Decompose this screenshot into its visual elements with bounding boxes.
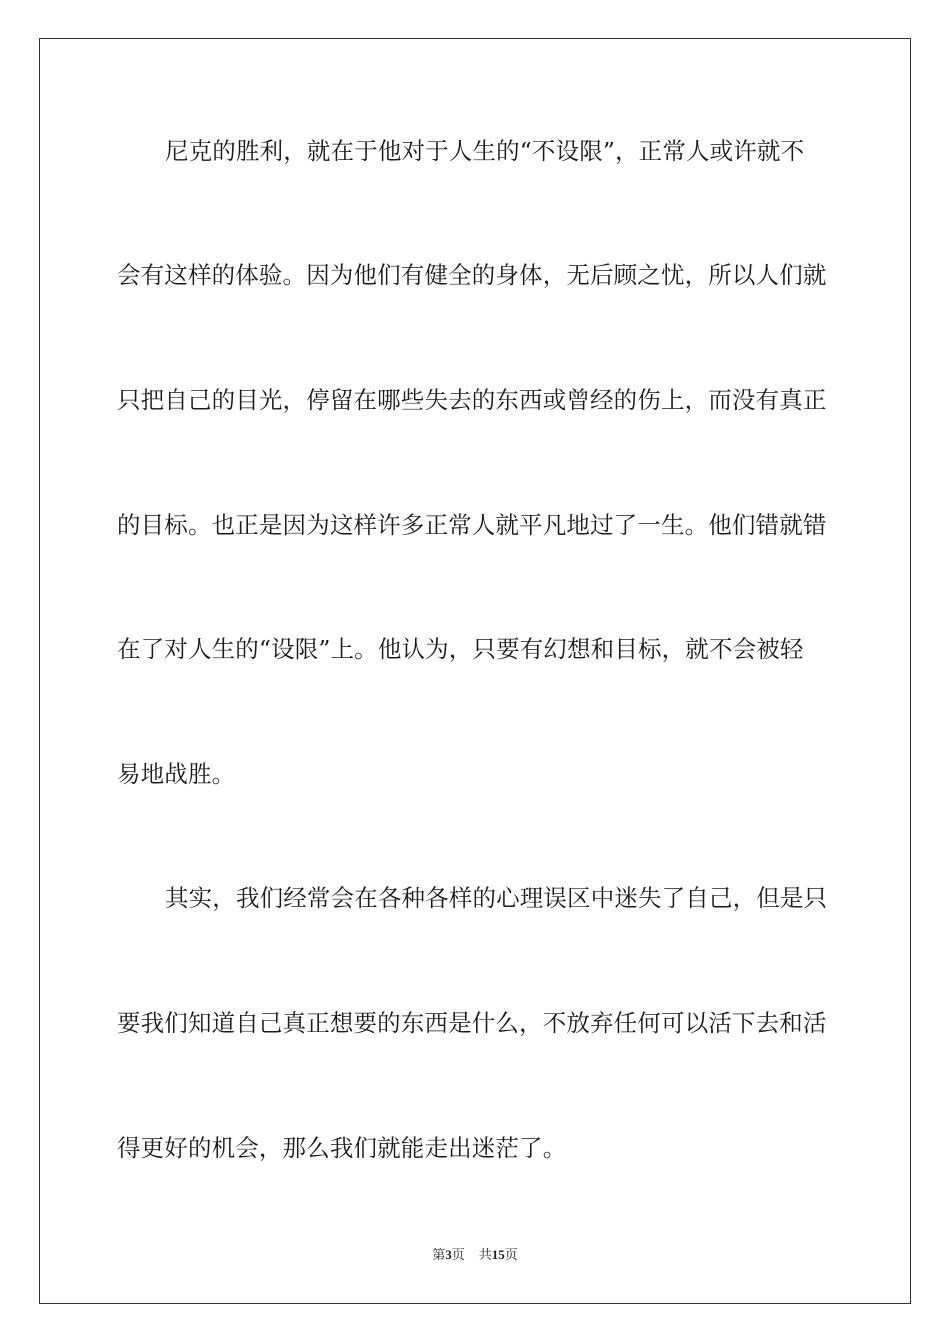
paragraph-1-line-2: 会有这样的体验。因为他们有健全的身体，无后顾之忧，所以人们就: [117, 261, 827, 289]
total-pages: 15: [491, 1247, 505, 1262]
page-suffix: 页: [451, 1247, 465, 1262]
paragraph-1-line-1: 尼克的胜利，就在于他对于人生的“不设限”，正常人或许就不: [165, 137, 805, 165]
paragraph-2-line-2: 要我们知道自己真正想要的东西是什么，不放弃任何可以活下去和活: [117, 1009, 827, 1037]
paragraph-2-line-3: 得更好的机会，那么我们就能走出迷茫了。: [117, 1134, 567, 1162]
paragraph-1-line-4: 的目标。也正是因为这样许多正常人就平凡地过了一生。他们错就错: [117, 511, 827, 539]
page-border: [39, 38, 911, 1304]
paragraph-1-line-3: 只把自己的目光，停留在哪些失去的东西或曾经的伤上，而没有真正: [117, 386, 827, 414]
paragraph-1-line-5: 在了对人生的“设限”上。他认为，只要有幻想和目标，就不会被轻: [117, 635, 804, 663]
page-footer: [0, 1246, 950, 1264]
paragraph-1-line-6: 易地战胜。: [117, 760, 236, 788]
total-prefix: 共: [478, 1247, 492, 1262]
page-prefix: 第: [432, 1247, 446, 1262]
total-suffix: 页: [504, 1247, 518, 1262]
paragraph-2-line-1: 其实，我们经常会在各种各样的心理误区中迷失了自己，但是只: [165, 884, 828, 912]
page-number: 3: [445, 1247, 452, 1262]
